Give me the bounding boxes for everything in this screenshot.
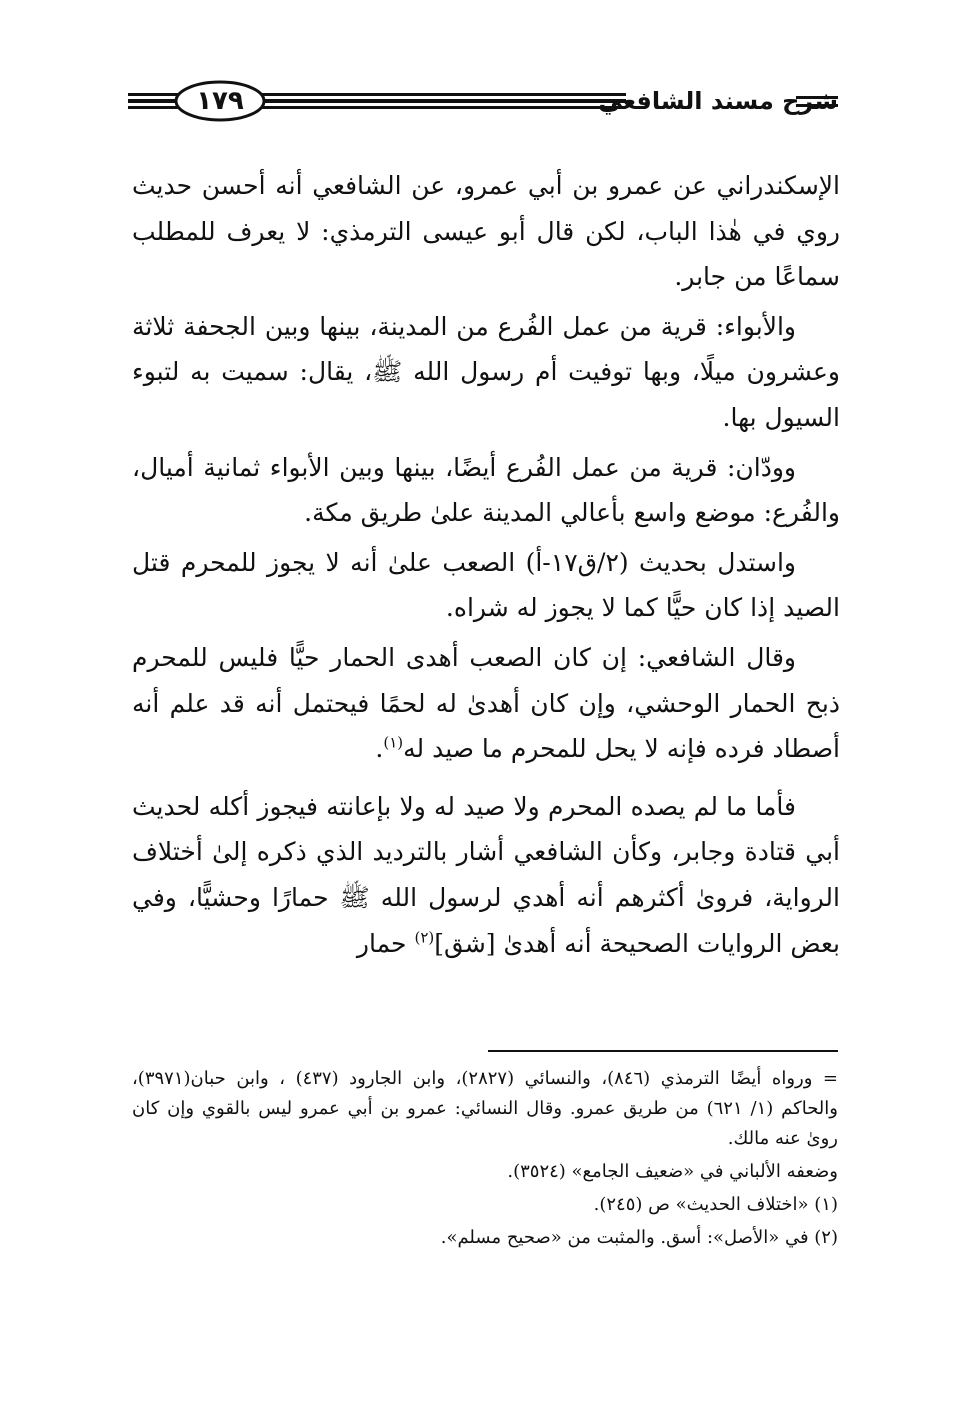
paragraph-text: وقال الشافعي: إن كان الصعب أهدى الحمار حيًّا فليس للمحرم ذبح الحمار الوحشي، وإن كان أهدىٰ له لحمًا فيحتمل أنه قد علم أنه أصطاد فرده فإنه لا يحل للمحرم ما صيد له bbox=[132, 642, 840, 764]
header-ornament bbox=[0, 0, 953, 140]
paragraph: واستدل بحديث (٢/ق١٧-أ) الصعب علىٰ أنه لا يجوز للمحرم قتل الصيد إذا كان حيًّا كما لا يجوز له شراه. bbox=[132, 547, 840, 623]
paragraph bbox=[132, 784, 840, 966]
page-number: ١٧٩ bbox=[196, 86, 244, 116]
paragraph-tail: حمار bbox=[356, 928, 415, 958]
running-title: شرح مسند الشافعي bbox=[598, 87, 838, 115]
paragraph: والأبواء: قرية من عمل الفُرع من المدينة، بينها وبين الجحفة ثلاثة وعشرون ميلًا، وبها توفيت أم رسول الله ﷺ، يقال: سميت به لتبوء السيول بها. bbox=[132, 311, 840, 432]
footnote-continuation: = ورواه أيضًا الترمذي (٨٤٦)، والنسائي (٢٨٢٧)، وابن الجارود (٤٣٧) ، وابن حبان(٣٩٧١)، والحاكم (١/ ٦٢١) من طريق عمرو. وقال النسائي: عمرو بن أبي عمرو ليس بالقوي وإن كان روىٰ عنه مالك. bbox=[132, 1068, 838, 1149]
paragraph bbox=[132, 635, 840, 772]
footnote: (٢) في «الأصل»: أسق. والمثبت من «صحيح مسلم». bbox=[440, 1227, 838, 1248]
footnote-continuation: وضعفه الألباني في «ضعيف الجامع» (٣٥٢٤). bbox=[507, 1161, 838, 1182]
main-text bbox=[132, 163, 840, 966]
footnote-marker: (٢) bbox=[414, 928, 435, 947]
paragraph: وودّان: قرية من عمل الفُرع أيضًا، بينها وبين الأبواء ثمانية أميال، والفُرع: موضع واسع بأعالي المدينة علىٰ طريق مكة. bbox=[132, 452, 840, 528]
paragraph-text: فأما ما لم يصده المحرم ولا صيد له ولا بإعانته فيجوز أكله لحديث أبي قتادة وجابر، وكأن الشافعي أشار بالترديد الذي ذكره إلىٰ أختلاف الرواية، فروىٰ أكثرهم أنه أهدي لرسول الله ﷺ حمارًا وحشيًّا، وفي بعض الروايات الصحيحة أنه أهدىٰ [شق] bbox=[132, 791, 840, 958]
paragraph-tail: . bbox=[375, 734, 384, 764]
footnote: (١) «اختلاف الحديث» ص (٢٤٥). bbox=[593, 1194, 838, 1215]
footnote-separator bbox=[488, 1050, 838, 1052]
page-header bbox=[0, 0, 953, 140]
paragraph: الإسكندراني عن عمرو بن أبي عمرو، عن الشافعي أنه أحسن حديث روي في هٰذا الباب، لكن قال أبو عيسى الترمذي: لا يعرف للمطلب سماعًا من جابر. bbox=[132, 171, 840, 292]
footnotes bbox=[132, 1064, 838, 1256]
footnote-marker: (١) bbox=[383, 733, 404, 752]
